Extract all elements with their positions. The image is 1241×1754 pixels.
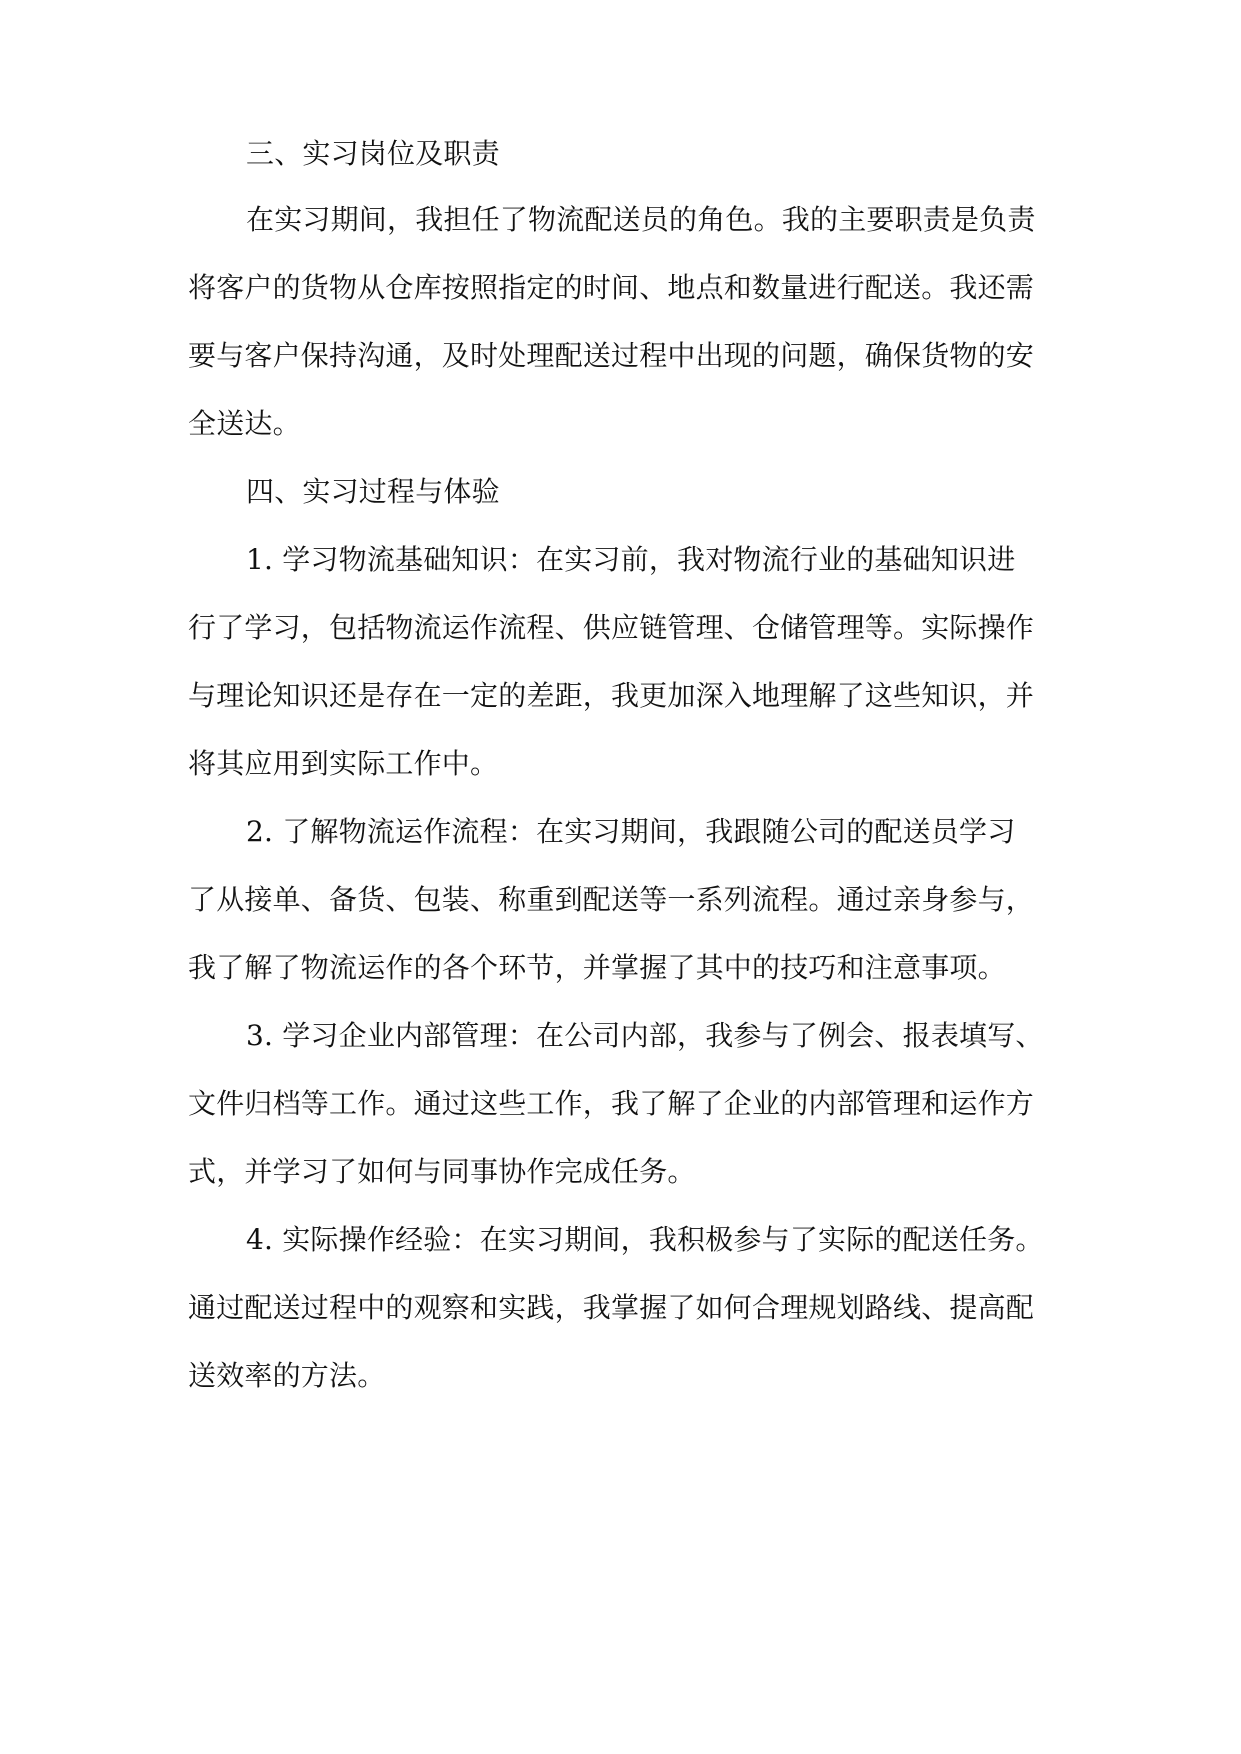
list-item-line: 通过配送过程中的观察和实践，我掌握了如何合理规划路线、提高配 — [188, 1291, 1035, 1324]
list-item-line: 式，并学习了如何与同事协作完成任务。 — [188, 1155, 696, 1188]
list-item-line: 文件归档等工作。通过这些工作，我了解了企业的内部管理和运作方 — [188, 1087, 1035, 1120]
paragraph-line: 要与客户保持沟通，及时处理配送过程中出现的问题，确保货物的安 — [188, 339, 1035, 372]
list-item-line: 4. 实际操作经验：在实习期间，我积极参与了实际的配送任务。 — [246, 1223, 1044, 1256]
list-item-line: 与理论知识还是存在一定的差距，我更加深入地理解了这些知识，并 — [188, 679, 1035, 712]
paragraph-line: 在实习期间，我担任了物流配送员的角色。我的主要职责是负责 — [246, 203, 1036, 236]
list-item-line: 行了学习，包括物流运作流程、供应链管理、仓储管理等。实际操作 — [188, 611, 1035, 644]
paragraph-line: 全送达。 — [188, 407, 301, 440]
section-heading-3: 三、实习岗位及职责 — [246, 137, 500, 170]
list-item-line: 3. 学习企业内部管理：在公司内部，我参与了例会、报表填写、 — [246, 1019, 1044, 1052]
list-item-line: 将其应用到实际工作中。 — [188, 747, 499, 780]
list-item-line: 我了解了物流运作的各个环节，并掌握了其中的技巧和注意事项。 — [188, 951, 1006, 984]
list-item-line: 送效率的方法。 — [188, 1359, 386, 1392]
list-item-line: 了从接单、备货、包装、称重到配送等一系列流程。通过亲身参与， — [188, 883, 1035, 916]
list-item-line: 2. 了解物流运作流程：在实习期间，我跟随公司的配送员学习 — [246, 815, 1016, 848]
section-heading-4: 四、实习过程与体验 — [246, 475, 500, 508]
list-item-line: 1. 学习物流基础知识：在实习前，我对物流行业的基础知识进 — [246, 543, 1016, 576]
paragraph-line: 将客户的货物从仓库按照指定的时间、地点和数量进行配送。我还需 — [188, 271, 1035, 304]
